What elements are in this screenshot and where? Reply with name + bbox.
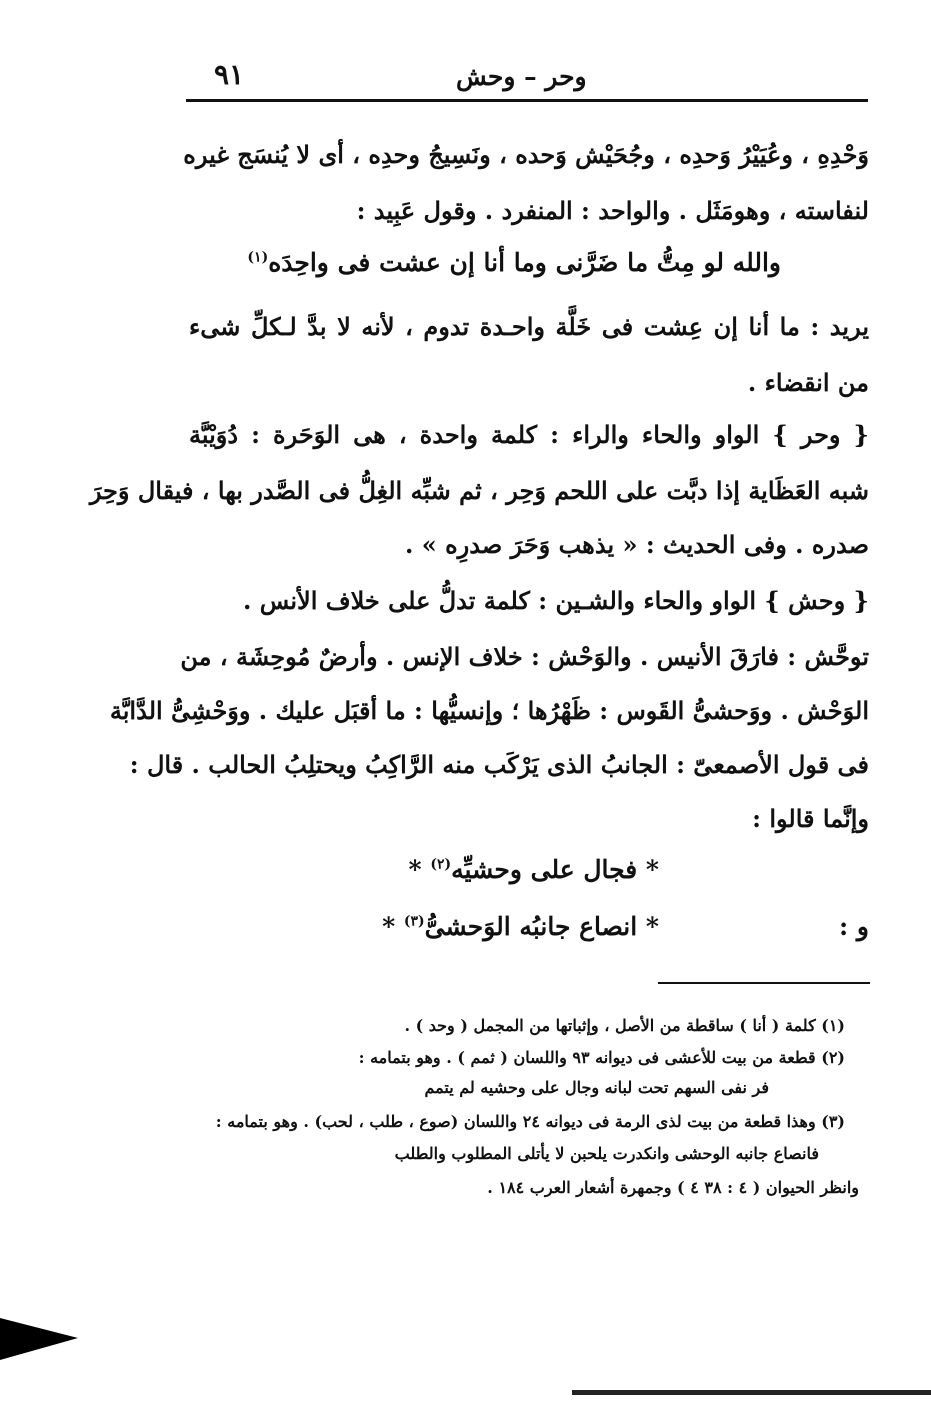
quote-1-end-star: * xyxy=(408,855,422,884)
quote-2-prefix: و : xyxy=(838,912,869,941)
footnote-3-verse: فانصاع جانبه الوحشى وانكدرت يلحبن لا يأتلى المطلوب والطلب xyxy=(394,1144,819,1163)
body-line-4: يريد : ما أنا إن عِشت فى خَلَّة واحـدة تدوم ، لأنه لا بدَّ لـكلِّ شىء xyxy=(189,312,869,341)
quote-2 xyxy=(382,912,659,941)
scan-edge-mark xyxy=(0,1318,78,1360)
page-header xyxy=(186,52,866,100)
quote-2-end-star: * xyxy=(382,912,396,941)
header-rule xyxy=(186,99,868,102)
footnote-1: (١) كلمة ( أنا ) ساقطة من الأصل ، وإثباتها من المجمل ( وحد ) . xyxy=(404,1016,845,1035)
verse-text: والله لو مِتُّ ما ضَرَّنى وما أنا إن عشت فى واحِدَه xyxy=(268,248,781,277)
body-line-10: توحَّش : فارَقَ الأنيس . والوَحْش : خلاف الإنس . وأرضٌ مُوحِشَة ، من xyxy=(180,642,869,671)
entry-wahr-line: { وحر } الواو والحاء والراء : كلمة واحدة ، هى الوَحَرة : دُوَيْبَّة xyxy=(189,420,869,449)
quote-1-text: * فجال على وحشيِّه xyxy=(451,855,659,884)
quote-1-footnote-marker: (٢) xyxy=(430,856,452,873)
running-head: وحر – وحش xyxy=(456,62,587,91)
quote-2-footnote-marker: (٣) xyxy=(403,913,425,930)
footnote-3: (٣) وهذا قطعة من بيت لذى الرمة فى ديوانه ٢٤ واللسان (صوع ، طلب ، لحب) . وهو بتمامه : xyxy=(215,1112,845,1131)
page-number: ٩١ xyxy=(214,58,245,91)
quote-2-text: * انصاع جانبُه الوَحشىُّ xyxy=(424,912,659,941)
footnote-2-verse: فر نفى السهم تحت لبانه وجال على وحشيه لم يتمم xyxy=(424,1078,769,1097)
body-line-13: وإنَّما قالوا : xyxy=(752,804,869,833)
body-line-11: الوَحْش . ووَحشىُّ القَوس : ظَهْرُها ؛ وإنسيُّها : ما أقبَل عليك . ووَحْشِىُّ الدَّابَّة xyxy=(109,696,869,725)
body-line-12: فى قول الأصمعىّ : الجانبُ الذى يَرْكَب منه الرَّاكِبُ ويحتلِبُ الحالب . قال : xyxy=(129,750,869,779)
body-line-1: وَحْدِهِ ، وعُيَيْرُ وَحدِه ، وجُحَيْش وَحده ، ونَسِيجُ وحدِه ، أى لا يُنسَج غيره xyxy=(183,140,869,169)
scan-bottom-shadow xyxy=(572,1390,931,1395)
entry-wahsh-line: { وحش } الواو والحاء والشـين : كلمة تدلُّ على خلاف الأنس . xyxy=(243,586,869,615)
body-line-5: من انقضاء . xyxy=(747,368,869,397)
footnote-rule xyxy=(658,982,870,984)
verse-footnote-marker: (١) xyxy=(247,249,269,266)
quote-1 xyxy=(409,855,659,884)
body-line-7: شبه العَظَاية إذا دبَّت على اللحم وَحِر ، ثم شبِّه الغِلُّ فى الصَّدر بها ، فيقال وَحِرَ xyxy=(89,476,869,505)
verse-line xyxy=(247,248,781,277)
footnote-3-reference: وانظر الحيوان ( ٤ : ٣٨ ٤ ) وجمهرة أشعار العرب ١٨٤ . xyxy=(487,1178,859,1197)
body-line-2: لنفاسته ، وهومَثَل . والواحد : المنفرد . وقول عَبِيد : xyxy=(356,196,869,225)
footnote-2: (٢) قطعة من بيت للأعشى فى ديوانه ٩٣ واللسان ( ثمم ) . وهو بتمامه : xyxy=(358,1048,845,1067)
body-line-8: صدره . وفى الحديث : « يذهب وَحَرَ صدرِه » . xyxy=(405,530,869,559)
